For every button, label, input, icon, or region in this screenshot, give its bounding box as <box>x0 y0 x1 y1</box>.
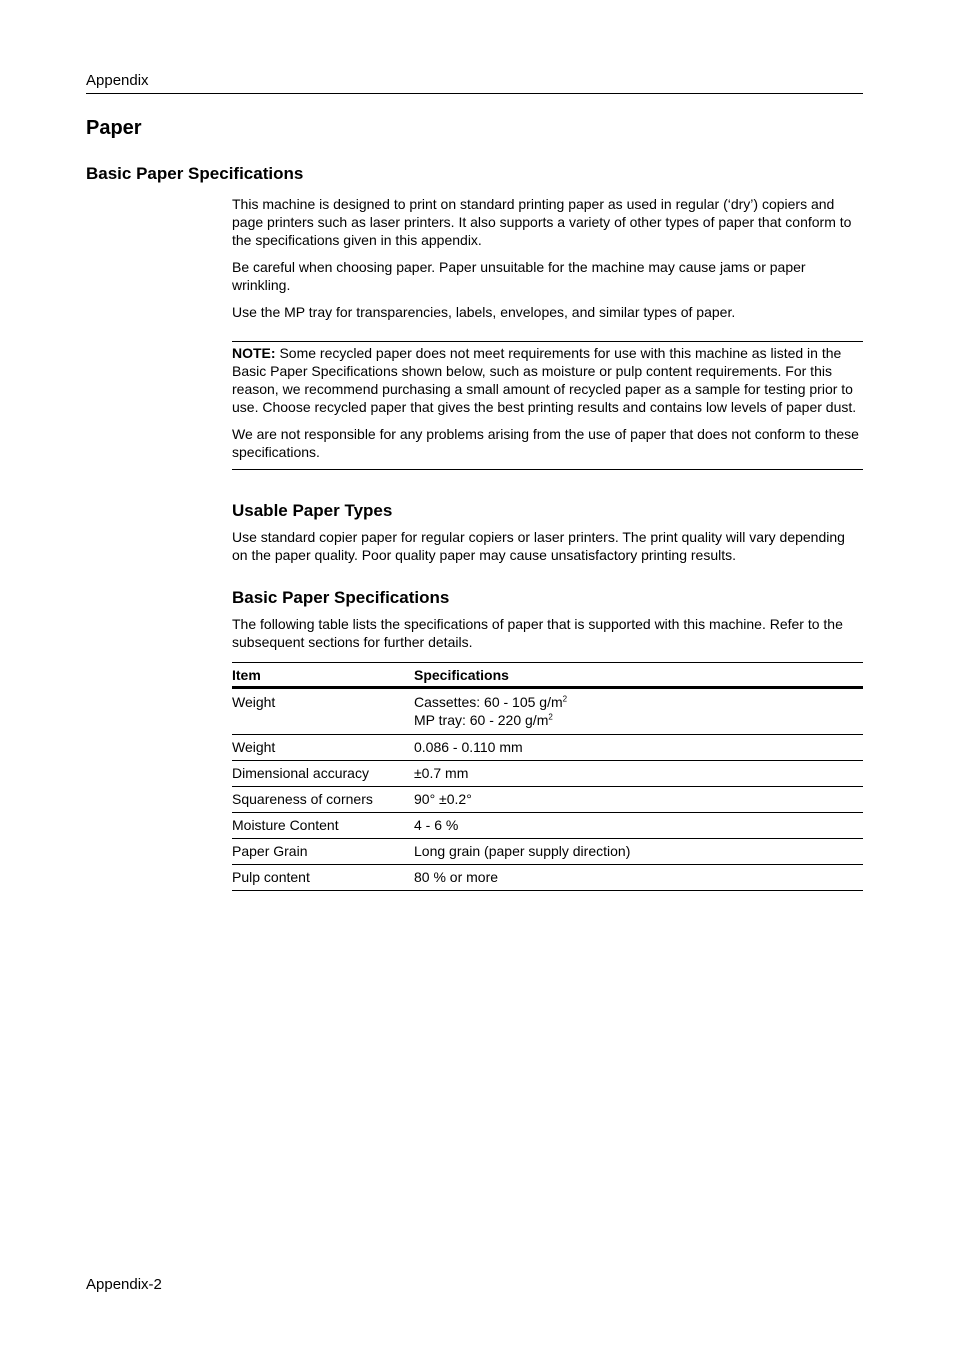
table-cell-item: Weight <box>232 735 414 761</box>
spec-line <box>414 693 863 711</box>
spec-line-text: MP tray: 60 - 220 g/m <box>414 712 549 728</box>
table-row <box>232 688 863 735</box>
table-row <box>232 761 863 787</box>
table-cell-spec <box>414 688 863 735</box>
intro-paragraph-2: Be careful when choosing paper. Paper unsuitable for the machine may cause jams or paper wrinkling. <box>232 259 806 293</box>
table-cell-spec: Long grain (paper supply direction) <box>414 839 863 865</box>
table-row <box>232 839 863 865</box>
usable-paper-heading: Usable Paper Types <box>232 501 393 520</box>
superscript: 2 <box>548 712 553 722</box>
table-row <box>232 865 863 891</box>
table-cell-item: Pulp content <box>232 865 414 891</box>
usable-paper-section <box>232 500 863 564</box>
intro-paragraph-3: Use the MP tray for transparencies, labels, envelopes, and similar types of paper. <box>232 304 736 320</box>
usable-paper-text: Use standard copier paper for regular copiers or laser printers. The print quality will vary depending on the paper quality. Poor quality paper may cause unsatisfactory printing results. <box>232 529 845 563</box>
specs-table <box>232 662 863 891</box>
table-cell-spec: 80 % or more <box>414 865 863 891</box>
table-cell-spec: ±0.7 mm <box>414 761 863 787</box>
running-header: Appendix <box>86 72 863 94</box>
specs-section <box>232 587 863 891</box>
table-cell-spec: 0.086 - 0.110 mm <box>414 735 863 761</box>
specs-heading: Basic Paper Specifications <box>232 588 450 607</box>
table-cell-item: Squareness of corners <box>232 787 414 813</box>
column-header-item: Item <box>232 663 414 688</box>
specs-text: The following table lists the specifications of paper that is supported with this machine. Refer to the subsequent sections for further details. <box>232 616 843 650</box>
table-row <box>232 787 863 813</box>
table-cell-item: Weight <box>232 688 414 735</box>
table-cell-item: Paper Grain <box>232 839 414 865</box>
table-row <box>232 813 863 839</box>
superscript: 2 <box>562 694 568 704</box>
spec-line-text: Cassettes: 60 - 105 g/m <box>414 694 563 710</box>
table-cell-item: Moisture Content <box>232 813 414 839</box>
table-cell-item: Dimensional accuracy <box>232 761 414 787</box>
main-content <box>232 195 863 891</box>
table-cell-spec: 90° ±0.2° <box>414 787 863 813</box>
column-header-specifications: Specifications <box>414 663 863 688</box>
section-heading: Basic Paper Specifications <box>86 164 304 183</box>
note-paragraph-2: We are not responsible for any problems arising from the use of paper that does not conform to these specifications. <box>232 426 859 460</box>
page-title: Paper <box>86 117 142 139</box>
spec-line <box>414 711 863 729</box>
table-header-row <box>232 663 863 688</box>
page-number: Appendix-2 <box>86 1276 162 1293</box>
table-row <box>232 735 863 761</box>
note-box <box>232 341 863 470</box>
note-label: NOTE: <box>232 345 276 361</box>
note-text: Some recycled paper does not meet requirements for use with this machine as listed in the Basic Paper Specifications shown below, such as moisture or pulp content requirements. For this reason, we recommend purchasing a small amount of recycled paper as a sample for testing prior to use. Choose recycled paper that gives the best printing results and contains low levels of paper dust. <box>232 345 857 415</box>
note-paragraph <box>232 344 863 416</box>
table-cell-spec: 4 - 6 % <box>414 813 863 839</box>
intro-paragraph-1: This machine is designed to print on standard printing paper as used in regular (‘dry’) copiers and page printers such as laser printers. It also supports a variety of other types of paper that conform to the specifications given in this appendix. <box>232 196 852 248</box>
